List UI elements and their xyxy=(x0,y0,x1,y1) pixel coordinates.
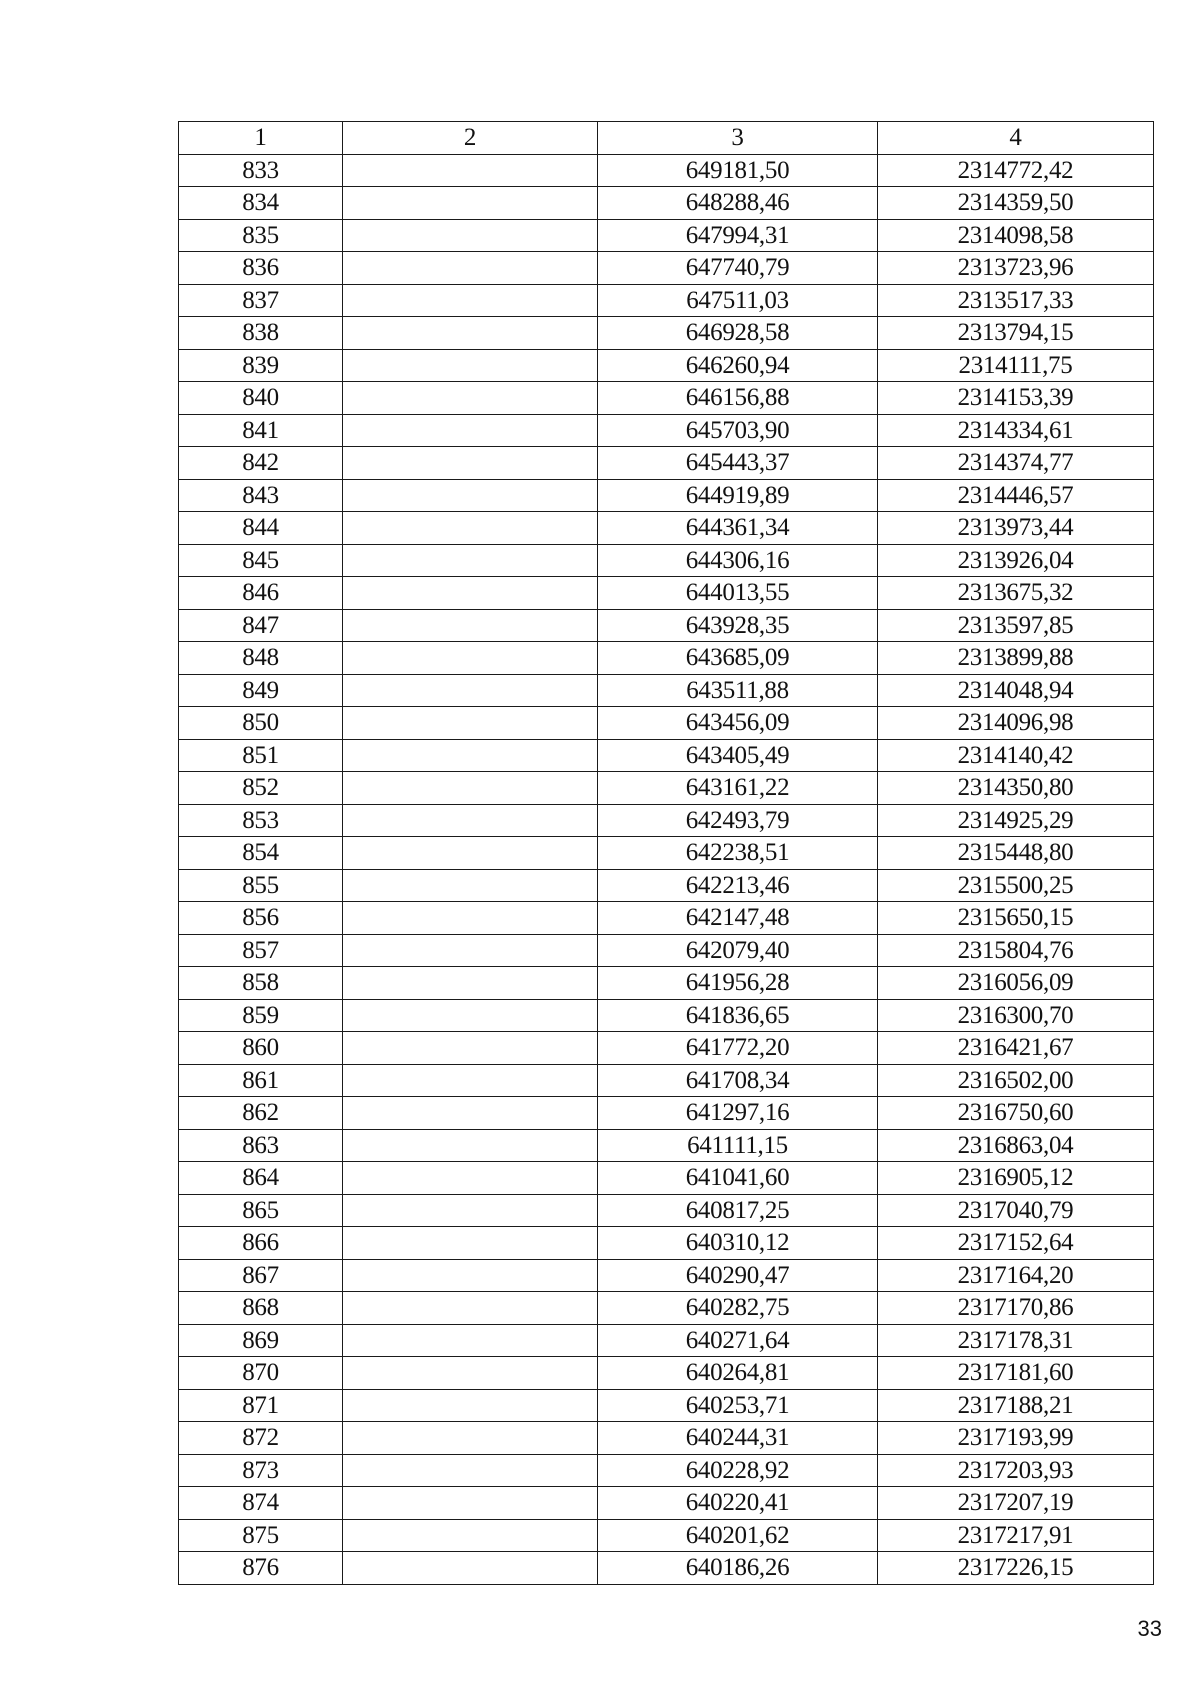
coordinate-x-cell: 646156,88 xyxy=(598,382,878,415)
coordinate-y-cell: 2317226,15 xyxy=(878,1552,1154,1585)
table-row xyxy=(179,609,1154,642)
coordinate-y-cell: 2313517,33 xyxy=(878,284,1154,317)
column-2-cell xyxy=(343,707,598,740)
coordinate-y-cell: 2317170,86 xyxy=(878,1292,1154,1325)
column-2-cell xyxy=(343,674,598,707)
coordinate-y-cell: 2314350,80 xyxy=(878,772,1154,805)
column-2-cell xyxy=(343,1129,598,1162)
coordinate-y-cell: 2314140,42 xyxy=(878,739,1154,772)
table-row xyxy=(179,317,1154,350)
coordinate-y-cell: 2315448,80 xyxy=(878,837,1154,870)
coordinate-y-cell: 2314446,57 xyxy=(878,479,1154,512)
coordinate-x-cell: 643511,88 xyxy=(598,674,878,707)
header-cell-4: 4 xyxy=(878,122,1154,155)
column-2-cell xyxy=(343,1357,598,1390)
coordinate-y-cell: 2317193,99 xyxy=(878,1422,1154,1455)
column-2-cell xyxy=(343,1032,598,1065)
coordinate-x-cell: 647511,03 xyxy=(598,284,878,317)
column-2-cell xyxy=(343,1389,598,1422)
table-row xyxy=(179,1227,1154,1260)
coordinate-x-cell: 641041,60 xyxy=(598,1162,878,1195)
coordinate-x-cell: 641772,20 xyxy=(598,1032,878,1065)
coordinate-y-cell: 2314098,58 xyxy=(878,219,1154,252)
point-number-cell: 876 xyxy=(179,1552,343,1585)
table-row xyxy=(179,1259,1154,1292)
coordinate-x-cell: 641297,16 xyxy=(598,1097,878,1130)
column-2-cell xyxy=(343,1259,598,1292)
point-number-cell: 845 xyxy=(179,544,343,577)
column-2-cell xyxy=(343,1097,598,1130)
coordinate-y-cell: 2316905,12 xyxy=(878,1162,1154,1195)
point-number-cell: 862 xyxy=(179,1097,343,1130)
coordinate-y-cell: 2316421,67 xyxy=(878,1032,1154,1065)
point-number-cell: 833 xyxy=(179,154,343,187)
point-number-cell: 841 xyxy=(179,414,343,447)
column-2-cell xyxy=(343,382,598,415)
coordinate-x-cell: 644361,34 xyxy=(598,512,878,545)
coordinate-y-cell: 2314359,50 xyxy=(878,187,1154,220)
coordinate-x-cell: 642238,51 xyxy=(598,837,878,870)
table-row xyxy=(179,999,1154,1032)
column-2-cell xyxy=(343,1292,598,1325)
table-row xyxy=(179,869,1154,902)
coordinate-y-cell: 2316502,00 xyxy=(878,1064,1154,1097)
coordinate-x-cell: 641708,34 xyxy=(598,1064,878,1097)
coordinate-x-cell: 643685,09 xyxy=(598,642,878,675)
column-2-cell xyxy=(343,1324,598,1357)
table-row xyxy=(179,1454,1154,1487)
table-row xyxy=(179,1064,1154,1097)
point-number-cell: 875 xyxy=(179,1519,343,1552)
column-2-cell xyxy=(343,772,598,805)
column-2-cell xyxy=(343,804,598,837)
coordinate-x-cell: 640186,26 xyxy=(598,1552,878,1585)
coordinate-y-cell: 2316056,09 xyxy=(878,967,1154,1000)
point-number-cell: 854 xyxy=(179,837,343,870)
table-row xyxy=(179,1552,1154,1585)
table-row xyxy=(179,544,1154,577)
point-number-cell: 870 xyxy=(179,1357,343,1390)
table-row xyxy=(179,219,1154,252)
point-number-cell: 867 xyxy=(179,1259,343,1292)
table-row xyxy=(179,1129,1154,1162)
point-number-cell: 848 xyxy=(179,642,343,675)
point-number-cell: 857 xyxy=(179,934,343,967)
table-row xyxy=(179,1519,1154,1552)
header-cell-1: 1 xyxy=(179,122,343,155)
point-number-cell: 852 xyxy=(179,772,343,805)
coordinate-y-cell: 2317207,19 xyxy=(878,1487,1154,1520)
column-2-cell xyxy=(343,642,598,675)
coordinate-x-cell: 641956,28 xyxy=(598,967,878,1000)
coordinate-y-cell: 2313597,85 xyxy=(878,609,1154,642)
coordinate-y-cell: 2316750,60 xyxy=(878,1097,1154,1130)
column-2-cell xyxy=(343,447,598,480)
coordinate-y-cell: 2315650,15 xyxy=(878,902,1154,935)
coordinate-y-cell: 2317040,79 xyxy=(878,1194,1154,1227)
coordinate-y-cell: 2313675,32 xyxy=(878,577,1154,610)
table-row xyxy=(179,1324,1154,1357)
column-2-cell xyxy=(343,187,598,220)
table-row xyxy=(179,382,1154,415)
table-row xyxy=(179,577,1154,610)
column-2-cell xyxy=(343,1552,598,1585)
table-body xyxy=(179,154,1154,1584)
coordinate-x-cell: 640264,81 xyxy=(598,1357,878,1390)
point-number-cell: 865 xyxy=(179,1194,343,1227)
point-number-cell: 835 xyxy=(179,219,343,252)
table-row xyxy=(179,1292,1154,1325)
table-row xyxy=(179,1097,1154,1130)
column-2-cell xyxy=(343,1519,598,1552)
coordinate-x-cell: 642493,79 xyxy=(598,804,878,837)
column-2-cell xyxy=(343,1227,598,1260)
table-row xyxy=(179,1194,1154,1227)
coordinate-x-cell: 645443,37 xyxy=(598,447,878,480)
point-number-cell: 842 xyxy=(179,447,343,480)
coordinate-x-cell: 643161,22 xyxy=(598,772,878,805)
coordinate-x-cell: 642213,46 xyxy=(598,869,878,902)
column-2-cell xyxy=(343,1162,598,1195)
point-number-cell: 873 xyxy=(179,1454,343,1487)
coordinate-x-cell: 647994,31 xyxy=(598,219,878,252)
table-row xyxy=(179,1422,1154,1455)
table-row xyxy=(179,739,1154,772)
coordinate-x-cell: 643456,09 xyxy=(598,707,878,740)
column-2-cell xyxy=(343,869,598,902)
coordinate-y-cell: 2314334,61 xyxy=(878,414,1154,447)
header-row xyxy=(179,122,1154,155)
coordinate-x-cell: 640290,47 xyxy=(598,1259,878,1292)
table-row xyxy=(179,934,1154,967)
point-number-cell: 838 xyxy=(179,317,343,350)
point-number-cell: 869 xyxy=(179,1324,343,1357)
table-row xyxy=(179,479,1154,512)
table-row xyxy=(179,804,1154,837)
coordinate-y-cell: 2317178,31 xyxy=(878,1324,1154,1357)
coordinate-y-cell: 2315804,76 xyxy=(878,934,1154,967)
table-row xyxy=(179,837,1154,870)
table-row xyxy=(179,967,1154,1000)
table-row xyxy=(179,154,1154,187)
column-2-cell xyxy=(343,739,598,772)
coordinate-y-cell: 2314048,94 xyxy=(878,674,1154,707)
point-number-cell: 860 xyxy=(179,1032,343,1065)
table-row xyxy=(179,642,1154,675)
point-number-cell: 836 xyxy=(179,252,343,285)
coordinate-x-cell: 648288,46 xyxy=(598,187,878,220)
header-cell-2: 2 xyxy=(343,122,598,155)
coordinate-y-cell: 2314153,39 xyxy=(878,382,1154,415)
point-number-cell: 858 xyxy=(179,967,343,1000)
coordinate-y-cell: 2314925,29 xyxy=(878,804,1154,837)
point-number-cell: 843 xyxy=(179,479,343,512)
point-number-cell: 868 xyxy=(179,1292,343,1325)
point-number-cell: 856 xyxy=(179,902,343,935)
coordinate-x-cell: 644306,16 xyxy=(598,544,878,577)
table-row xyxy=(179,707,1154,740)
column-2-cell xyxy=(343,577,598,610)
coordinate-x-cell: 640282,75 xyxy=(598,1292,878,1325)
table-row xyxy=(179,902,1154,935)
coordinate-y-cell: 2317203,93 xyxy=(878,1454,1154,1487)
column-2-cell xyxy=(343,1422,598,1455)
table-row xyxy=(179,414,1154,447)
table-row xyxy=(179,512,1154,545)
point-number-cell: 872 xyxy=(179,1422,343,1455)
column-2-cell xyxy=(343,609,598,642)
column-2-cell xyxy=(343,837,598,870)
table-row xyxy=(179,187,1154,220)
coordinate-y-cell: 2317181,60 xyxy=(878,1357,1154,1390)
column-2-cell xyxy=(343,1454,598,1487)
coordinate-y-cell: 2314096,98 xyxy=(878,707,1154,740)
coordinate-x-cell: 640253,71 xyxy=(598,1389,878,1422)
point-number-cell: 839 xyxy=(179,349,343,382)
coordinate-y-cell: 2317164,20 xyxy=(878,1259,1154,1292)
coordinate-x-cell: 647740,79 xyxy=(598,252,878,285)
column-2-cell xyxy=(343,479,598,512)
table-row xyxy=(179,1487,1154,1520)
column-2-cell xyxy=(343,967,598,1000)
point-number-cell: 850 xyxy=(179,707,343,740)
coordinate-y-cell: 2317217,91 xyxy=(878,1519,1154,1552)
point-number-cell: 853 xyxy=(179,804,343,837)
coordinate-x-cell: 649181,50 xyxy=(598,154,878,187)
coordinate-y-cell: 2317188,21 xyxy=(878,1389,1154,1422)
coordinate-x-cell: 642147,48 xyxy=(598,902,878,935)
coordinate-y-cell: 2314374,77 xyxy=(878,447,1154,480)
point-number-cell: 871 xyxy=(179,1389,343,1422)
coordinate-x-cell: 640201,62 xyxy=(598,1519,878,1552)
point-number-cell: 846 xyxy=(179,577,343,610)
point-number-cell: 837 xyxy=(179,284,343,317)
coordinate-x-cell: 640220,41 xyxy=(598,1487,878,1520)
coordinate-y-cell: 2313899,88 xyxy=(878,642,1154,675)
column-2-cell xyxy=(343,999,598,1032)
column-2-cell xyxy=(343,252,598,285)
column-2-cell xyxy=(343,284,598,317)
point-number-cell: 840 xyxy=(179,382,343,415)
column-2-cell xyxy=(343,934,598,967)
table-row xyxy=(179,1389,1154,1422)
coordinate-y-cell: 2315500,25 xyxy=(878,869,1154,902)
table-row xyxy=(179,674,1154,707)
coordinate-x-cell: 640310,12 xyxy=(598,1227,878,1260)
table-row xyxy=(179,447,1154,480)
coordinate-y-cell: 2313723,96 xyxy=(878,252,1154,285)
coordinate-x-cell: 645703,90 xyxy=(598,414,878,447)
table-row xyxy=(179,284,1154,317)
coordinate-y-cell: 2313794,15 xyxy=(878,317,1154,350)
coordinate-x-cell: 646260,94 xyxy=(598,349,878,382)
coordinates-table xyxy=(178,121,1154,1585)
point-number-cell: 847 xyxy=(179,609,343,642)
point-number-cell: 866 xyxy=(179,1227,343,1260)
coordinate-y-cell: 2313926,04 xyxy=(878,544,1154,577)
coordinate-x-cell: 640271,64 xyxy=(598,1324,878,1357)
point-number-cell: 874 xyxy=(179,1487,343,1520)
coordinate-x-cell: 642079,40 xyxy=(598,934,878,967)
point-number-cell: 844 xyxy=(179,512,343,545)
coordinate-x-cell: 640228,92 xyxy=(598,1454,878,1487)
column-2-cell xyxy=(343,902,598,935)
header-cell-3: 3 xyxy=(598,122,878,155)
point-number-cell: 834 xyxy=(179,187,343,220)
point-number-cell: 849 xyxy=(179,674,343,707)
point-number-cell: 851 xyxy=(179,739,343,772)
table-row xyxy=(179,1162,1154,1195)
coordinate-y-cell: 2314111,75 xyxy=(878,349,1154,382)
table-row xyxy=(179,349,1154,382)
column-2-cell xyxy=(343,512,598,545)
point-number-cell: 863 xyxy=(179,1129,343,1162)
point-number-cell: 861 xyxy=(179,1064,343,1097)
column-2-cell xyxy=(343,349,598,382)
coordinate-x-cell: 644919,89 xyxy=(598,479,878,512)
column-2-cell xyxy=(343,414,598,447)
coordinate-y-cell: 2314772,42 xyxy=(878,154,1154,187)
coordinate-x-cell: 643928,35 xyxy=(598,609,878,642)
coordinate-x-cell: 641836,65 xyxy=(598,999,878,1032)
point-number-cell: 859 xyxy=(179,999,343,1032)
point-number-cell: 864 xyxy=(179,1162,343,1195)
column-2-cell xyxy=(343,154,598,187)
table-row xyxy=(179,1032,1154,1065)
coordinate-y-cell: 2316300,70 xyxy=(878,999,1154,1032)
coordinate-x-cell: 643405,49 xyxy=(598,739,878,772)
coordinate-x-cell: 646928,58 xyxy=(598,317,878,350)
coordinate-x-cell: 641111,15 xyxy=(598,1129,878,1162)
table-header xyxy=(179,122,1154,155)
coordinate-x-cell: 640244,31 xyxy=(598,1422,878,1455)
column-2-cell xyxy=(343,317,598,350)
column-2-cell xyxy=(343,219,598,252)
point-number-cell: 855 xyxy=(179,869,343,902)
page-number: 33 xyxy=(1137,1616,1162,1641)
coordinate-y-cell: 2316863,04 xyxy=(878,1129,1154,1162)
coordinate-y-cell: 2313973,44 xyxy=(878,512,1154,545)
coordinate-x-cell: 644013,55 xyxy=(598,577,878,610)
column-2-cell xyxy=(343,1194,598,1227)
column-2-cell xyxy=(343,1487,598,1520)
table-row xyxy=(179,1357,1154,1390)
coordinate-y-cell: 2317152,64 xyxy=(878,1227,1154,1260)
table-row xyxy=(179,252,1154,285)
table-row xyxy=(179,772,1154,805)
column-2-cell xyxy=(343,1064,598,1097)
column-2-cell xyxy=(343,544,598,577)
coordinate-x-cell: 640817,25 xyxy=(598,1194,878,1227)
